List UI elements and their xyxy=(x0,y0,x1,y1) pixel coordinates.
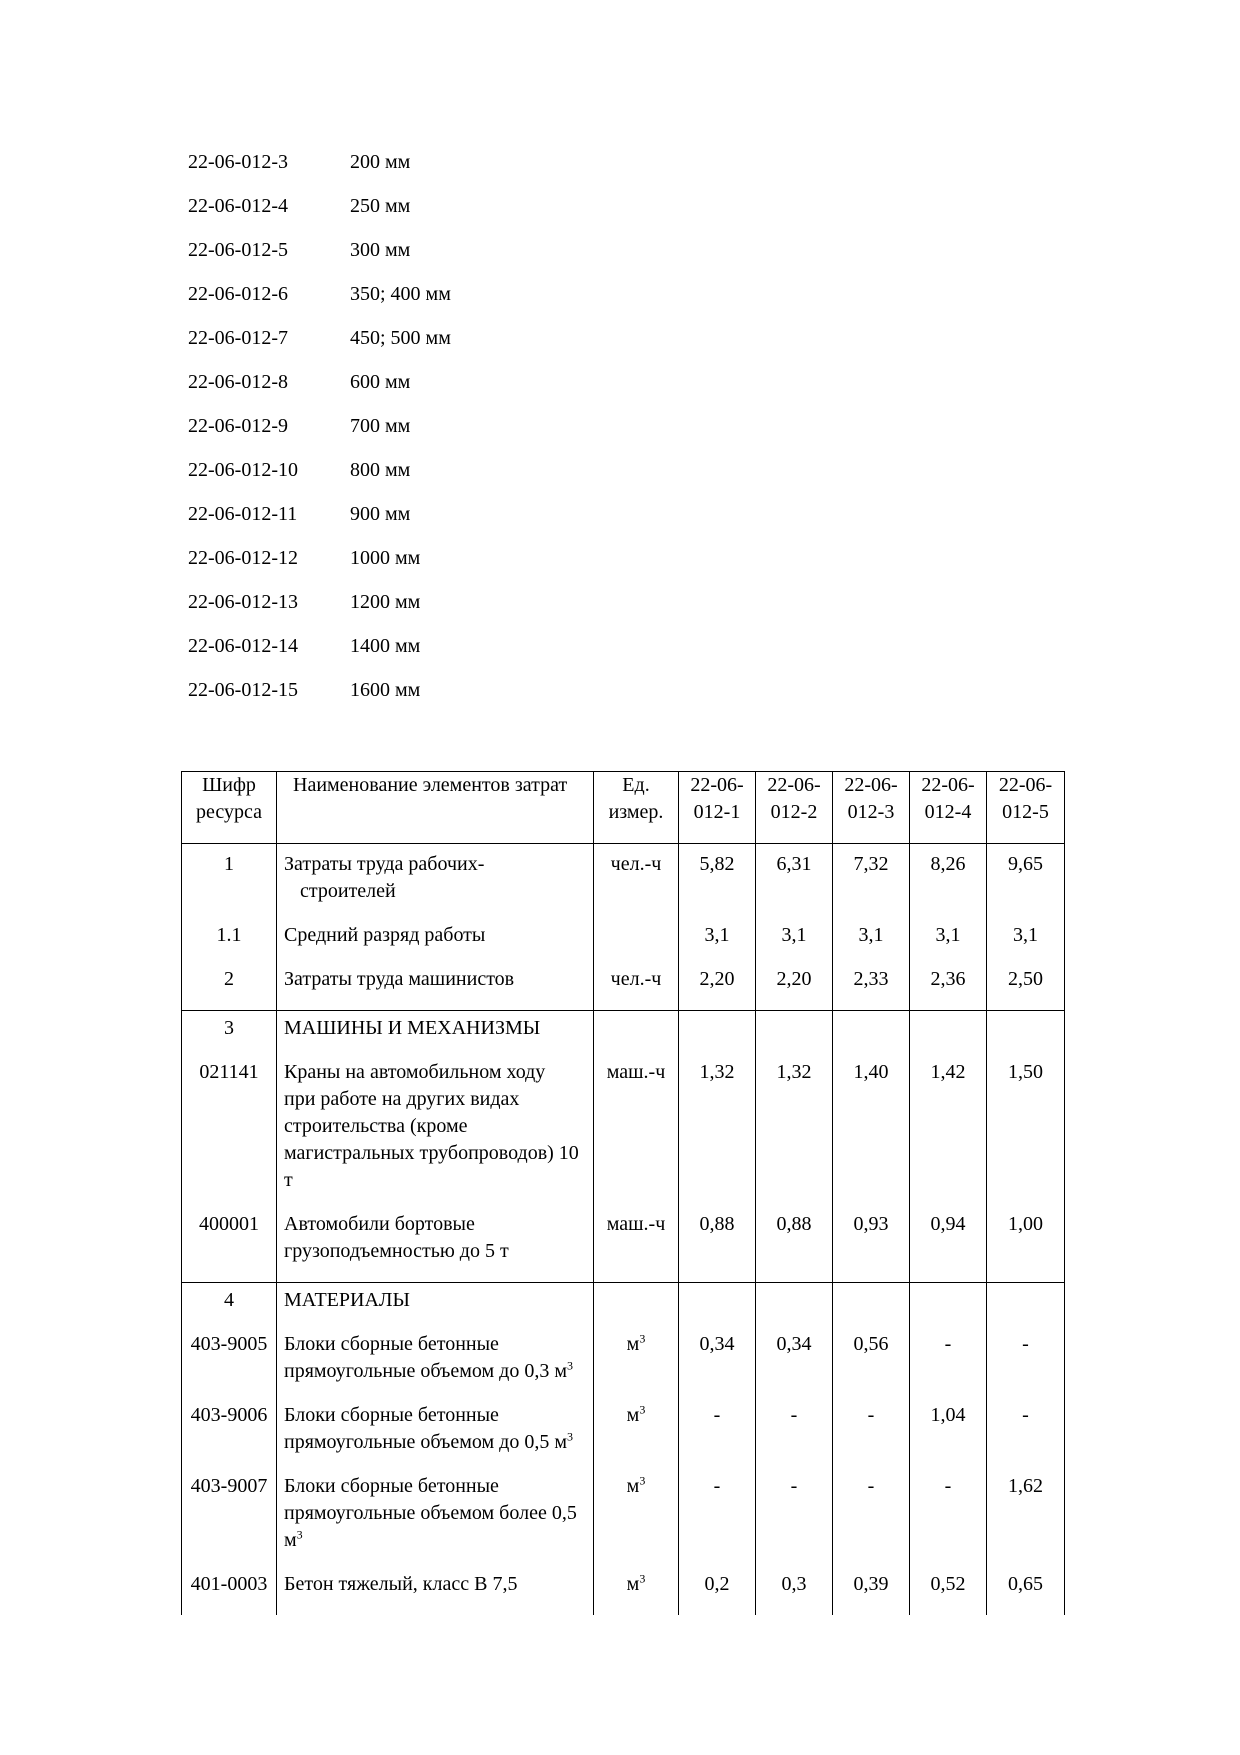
row-name: Блоки сборные бетонные прямоугольные объемом до 0,3 $м^3$ xyxy=(277,1331,594,1402)
section-title: МАТЕРИАЛЫ xyxy=(277,1283,594,1332)
row-code: 403-9006 xyxy=(182,1402,277,1473)
header-col-1: 22-06- 012-1 xyxy=(679,772,756,844)
item-size: 1600 мм xyxy=(350,679,421,701)
table-section-row xyxy=(182,1011,1065,1060)
row-value: 0,65 xyxy=(987,1571,1065,1615)
row-value: 0,52 xyxy=(910,1571,987,1615)
row-value: 1,40 xyxy=(833,1059,910,1211)
row-code: 401-0003 xyxy=(182,1571,277,1615)
item-code: 22-06-012-8 xyxy=(188,371,288,393)
row-value: 1,50 xyxy=(987,1059,1065,1211)
item-size: 600 мм xyxy=(350,371,411,393)
item-size: 800 мм xyxy=(350,459,411,481)
row-value: 0,34 xyxy=(756,1331,833,1402)
item-size: 700 мм xyxy=(350,415,411,437)
row-value: 8,26 xyxy=(910,844,987,923)
row-unit: $м^3$ xyxy=(594,1331,679,1402)
row-unit: $м^3$ xyxy=(594,1402,679,1473)
item-size: 350; 400 мм xyxy=(350,283,451,305)
row-value: 0,93 xyxy=(833,1211,910,1283)
row-value: 5,82 xyxy=(679,844,756,923)
row-name: Автомобили бортовые грузоподъемностью до 5 т xyxy=(277,1211,594,1283)
row-name: Краны на автомобильном ходу при работе на других видах строительства (кроме магистральных трубопроводов) 10 т xyxy=(277,1059,594,1211)
row-value: 0,94 xyxy=(910,1211,987,1283)
row-code: 403-9007 xyxy=(182,1473,277,1571)
item-size: 300 мм xyxy=(350,239,411,261)
row-code: 3 xyxy=(182,1011,277,1060)
row-name: Блоки сборные бетонные прямоугольные объемом более 0,5 $м^3$ xyxy=(277,1473,594,1571)
row-value: - xyxy=(987,1402,1065,1473)
row-name: Затраты труда рабочих- строителей xyxy=(277,844,594,923)
item-size: 1400 мм xyxy=(350,635,421,657)
item-code: 22-06-012-10 xyxy=(188,459,298,481)
table-section-row xyxy=(182,1283,1065,1332)
row-value: 7,32 xyxy=(833,844,910,923)
row-value: 1,42 xyxy=(910,1059,987,1211)
list-item xyxy=(188,412,688,456)
item-code: 22-06-012-11 xyxy=(188,503,298,525)
item-code: 22-06-012-6 xyxy=(188,283,288,305)
row-value: - xyxy=(833,1473,910,1571)
table-row xyxy=(182,1571,1065,1615)
row-value: 3,1 xyxy=(833,922,910,966)
header-col-3: 22-06- 012-3 xyxy=(833,772,910,844)
list-item xyxy=(188,456,688,500)
table-row xyxy=(182,1331,1065,1402)
row-value: 9,65 xyxy=(987,844,1065,923)
row-value: - xyxy=(756,1402,833,1473)
table-row xyxy=(182,1473,1065,1571)
row-value: 2,20 xyxy=(756,966,833,1011)
row-code: 400001 xyxy=(182,1211,277,1283)
list-item xyxy=(188,544,688,588)
item-size: 1200 мм xyxy=(350,591,421,613)
row-value: 3,1 xyxy=(679,922,756,966)
list-item xyxy=(188,676,688,720)
item-size: 200 мм xyxy=(350,151,411,173)
item-code: 22-06-012-14 xyxy=(188,635,298,657)
table-header-row xyxy=(182,772,1065,844)
row-value: - xyxy=(679,1473,756,1571)
header-name: Наименование элементов затрат xyxy=(277,772,594,844)
table-row xyxy=(182,1211,1065,1283)
row-name: Средний разряд работы xyxy=(277,922,594,966)
table-row xyxy=(182,966,1065,1011)
list-item xyxy=(188,280,688,324)
row-value: 2,36 xyxy=(910,966,987,1011)
list-item xyxy=(188,368,688,412)
row-value: 0,56 xyxy=(833,1331,910,1402)
item-code: 22-06-012-12 xyxy=(188,547,298,569)
item-code: 22-06-012-4 xyxy=(188,195,288,217)
row-unit: $м^3$ xyxy=(594,1571,679,1615)
row-code: 2 xyxy=(182,966,277,1011)
list-item xyxy=(188,148,688,192)
row-value: - xyxy=(833,1402,910,1473)
row-value: 2,50 xyxy=(987,966,1065,1011)
header-col-5: 22-06- 012-5 xyxy=(987,772,1065,844)
header-col-2: 22-06- 012-2 xyxy=(756,772,833,844)
row-code: 1.1 xyxy=(182,922,277,966)
table-row xyxy=(182,1059,1065,1211)
item-size: 900 мм xyxy=(350,503,411,525)
row-value: - xyxy=(910,1331,987,1402)
resource-table xyxy=(181,771,1065,1615)
row-unit xyxy=(594,922,679,966)
row-value: 0,88 xyxy=(679,1211,756,1283)
row-value: 1,04 xyxy=(910,1402,987,1473)
row-code: 403-9005 xyxy=(182,1331,277,1402)
row-name: Затраты труда машинистов xyxy=(277,966,594,1011)
item-code: 22-06-012-9 xyxy=(188,415,288,437)
item-code: 22-06-012-7 xyxy=(188,327,288,349)
item-size: 1000 мм xyxy=(350,547,421,569)
list-item xyxy=(188,588,688,632)
item-code: 22-06-012-5 xyxy=(188,239,288,261)
row-value: 2,33 xyxy=(833,966,910,1011)
row-value: - xyxy=(756,1473,833,1571)
row-unit: $м^3$ xyxy=(594,1473,679,1571)
row-unit: маш.-ч xyxy=(594,1059,679,1211)
row-value: 3,1 xyxy=(910,922,987,966)
row-value: 1,62 xyxy=(987,1473,1065,1571)
row-value: 1,32 xyxy=(756,1059,833,1211)
list-item xyxy=(188,500,688,544)
row-value: 6,31 xyxy=(756,844,833,923)
row-value: - xyxy=(679,1402,756,1473)
row-unit: маш.-ч xyxy=(594,1211,679,1283)
row-value: 1,32 xyxy=(679,1059,756,1211)
row-code: 1 xyxy=(182,844,277,923)
row-name: Бетон тяжелый, класс В 7,5 xyxy=(277,1571,594,1615)
item-code: 22-06-012-15 xyxy=(188,679,298,701)
row-value: - xyxy=(910,1473,987,1571)
row-value: 0,3 xyxy=(756,1571,833,1615)
row-code: 021141 xyxy=(182,1059,277,1211)
row-value: 3,1 xyxy=(756,922,833,966)
header-unit: Ед. измер. xyxy=(594,772,679,844)
row-value: 1,00 xyxy=(987,1211,1065,1283)
row-value: 0,2 xyxy=(679,1571,756,1615)
row-value: 3,1 xyxy=(987,922,1065,966)
row-unit: чел.-ч xyxy=(594,844,679,923)
list-item xyxy=(188,324,688,368)
table-row xyxy=(182,844,1065,923)
row-unit: чел.-ч xyxy=(594,966,679,1011)
row-value: - xyxy=(987,1331,1065,1402)
item-size: 250 мм xyxy=(350,195,411,217)
row-value: 0,34 xyxy=(679,1331,756,1402)
row-value: 0,39 xyxy=(833,1571,910,1615)
row-code: 4 xyxy=(182,1283,277,1332)
item-code: 22-06-012-3 xyxy=(188,151,288,173)
item-size: 450; 500 мм xyxy=(350,327,451,349)
section-title: МАШИНЫ И МЕХАНИЗМЫ xyxy=(277,1011,594,1060)
row-value: 0,88 xyxy=(756,1211,833,1283)
row-name: Блоки сборные бетонные прямоугольные объемом до 0,5 $м^3$ xyxy=(277,1402,594,1473)
table-row xyxy=(182,1402,1065,1473)
row-value: 2,20 xyxy=(679,966,756,1011)
header-code: Шифр ресурса xyxy=(182,772,277,844)
list-item xyxy=(188,192,688,236)
code-size-list xyxy=(188,148,688,720)
header-col-4: 22-06- 012-4 xyxy=(910,772,987,844)
table-row xyxy=(182,922,1065,966)
list-item xyxy=(188,236,688,280)
item-code: 22-06-012-13 xyxy=(188,591,298,613)
list-item xyxy=(188,632,688,676)
